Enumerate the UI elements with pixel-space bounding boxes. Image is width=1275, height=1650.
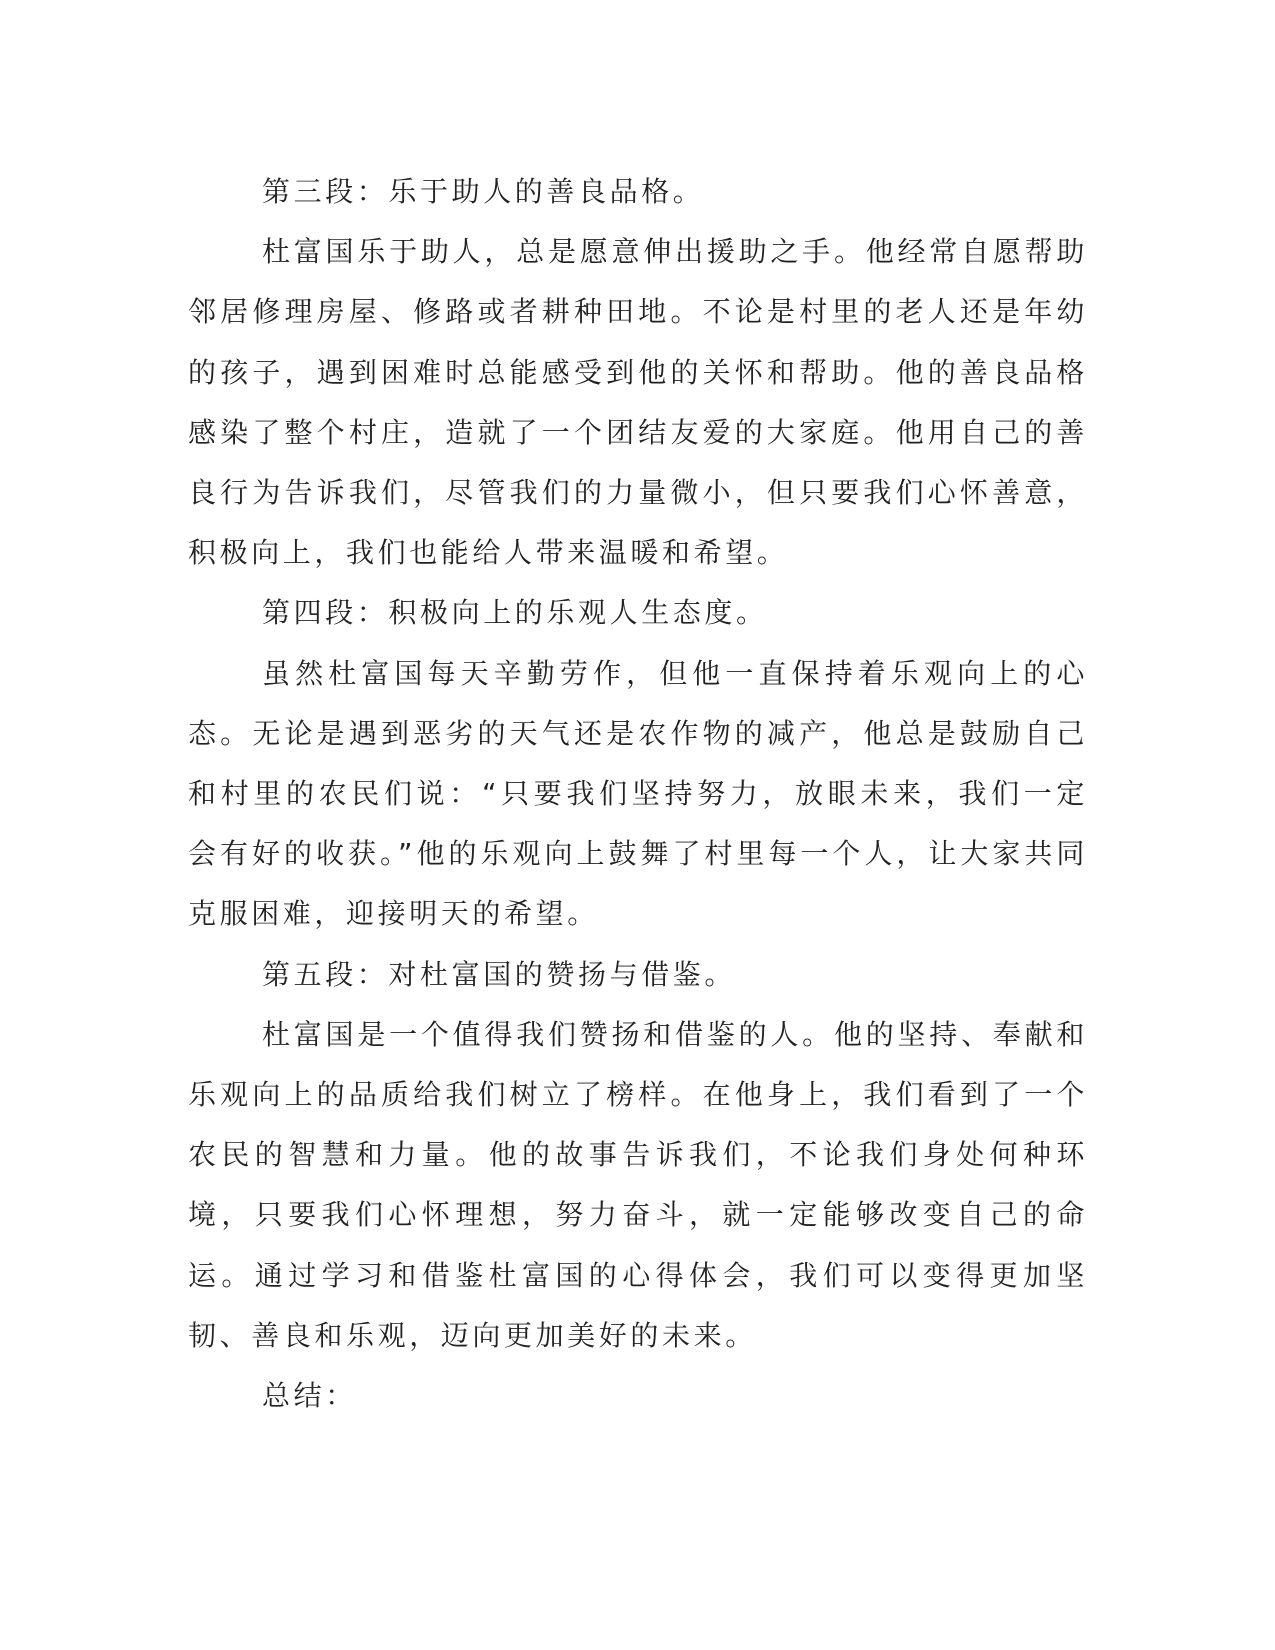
body-paragraph-3: 杜富国乐于助人，总是愿意伸出援助之手。他经常自愿帮助邻居修理房屋、修路或者耕种田地。不论是村里的老人还是年幼的孩子，遇到困难时总能感受到他的关怀和帮助。他的善良品格感染了整个村庄，造就了一个团结友爱的大家庭。他用自己的善良行为告诉我们，尽管我们的力量微小，但只要我们心怀善意，积极向上，我们也能给人带来温暖和希望。 <box>188 235 1088 570</box>
document-body <box>188 162 1088 1426</box>
section-heading-4: 第四段：积极向上的乐观人生态度。 <box>262 596 768 630</box>
body-paragraph-5: 杜富国是一个值得我们赞扬和借鉴的人。他的坚持、奉献和乐观向上的品质给我们树立了榜样。在他身上，我们看到了一个农民的智慧和力量。他的故事告诉我们，不论我们身处何种环境，只要我们心怀理想，努力奋斗，就一定能够改变自己的命运。通过学习和借鉴杜富国的心得体会，我们可以变得更加坚韧、善良和乐观，迈向更加美好的未来。 <box>188 1017 1088 1352</box>
summary-heading: 总结： <box>262 1379 357 1413</box>
section-heading-5: 第五段：对杜富国的赞扬与借鉴。 <box>262 957 737 991</box>
section-heading-3: 第三段：乐于助人的善良品格。 <box>262 175 705 208</box>
body-paragraph-4: 虽然杜富国每天辛勤劳作，但他一直保持着乐观向上的心态。无论是遇到恶劣的天气还是农作物的减产，他总是鼓励自己和村里的农民们说：“只要我们坚持努力，放眼未来，我们一定会有好的收获。”他的乐观向上鼓舞了村里每一个人，让大家共同克服困难，迎接明天的希望。 <box>188 656 1088 931</box>
